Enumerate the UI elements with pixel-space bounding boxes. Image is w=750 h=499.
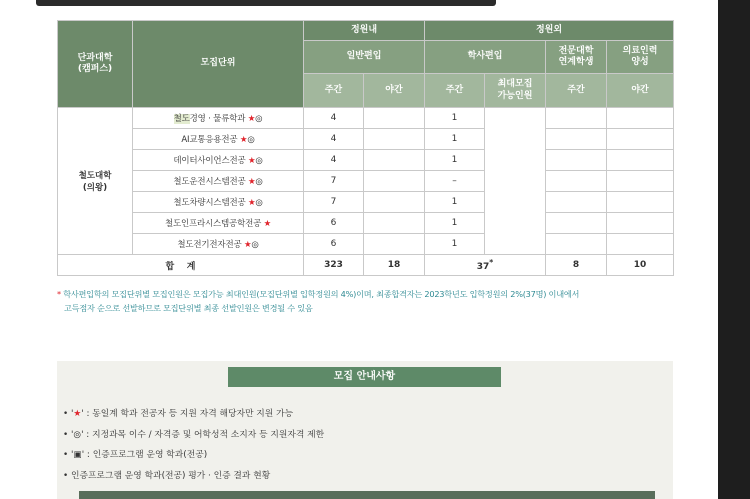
col-university-header: 단과대학 (캠퍼스) <box>58 21 133 108</box>
table-header-bar <box>79 491 655 499</box>
college-day-cell <box>546 234 607 255</box>
unit-name: 철도전기전자전공 ★◎ <box>133 234 304 255</box>
college-day-header: 주간 <box>546 74 607 108</box>
medical-night-cell <box>607 150 674 171</box>
bachelor-day-cell: 1 <box>425 234 485 255</box>
bachelor-day-header: 주간 <box>425 74 485 108</box>
general-night-cell <box>364 234 425 255</box>
general-day-cell: 7 <box>304 192 364 213</box>
top-dark-bar <box>36 0 496 6</box>
circle-mark: ◎ <box>247 135 255 145</box>
list-item: • '◎' : 지정과목 이수 / 자격증 및 어학성적 소지자 등 지원자격 제한 <box>63 429 325 440</box>
medical-night-cell <box>607 213 674 234</box>
college-day-cell <box>546 150 607 171</box>
general-day-cell: 7 <box>304 171 364 192</box>
star-mark: ★ <box>243 240 252 250</box>
general-day-cell: 6 <box>304 213 364 234</box>
college-day-cell <box>546 108 607 129</box>
general-day-cell: 4 <box>304 108 364 129</box>
list-item: • '★' : 동일계 학과 전공자 등 지원 자격 해당자만 지원 가능 <box>63 409 294 419</box>
unit-name: 데이터사이언스전공 ★◎ <box>133 150 304 171</box>
guide-title: 모집 안내사항 <box>228 367 501 387</box>
star-mark: ★ <box>247 177 256 187</box>
circle-mark: ◎ <box>255 198 263 208</box>
unit-name: AI교통응용전공 ★◎ <box>133 129 304 150</box>
table-row <box>58 129 674 150</box>
total-medical-night: 10 <box>607 255 674 276</box>
total-bachelor: 37* <box>425 255 546 276</box>
total-row <box>58 255 674 276</box>
bachelor-transfer-header: 학사편입 <box>425 41 546 74</box>
circle-mark: ◎ <box>255 156 263 166</box>
total-general-night: 18 <box>364 255 425 276</box>
general-day-header: 주간 <box>304 74 364 108</box>
unit-name: 철도인프라시스템공학전공 ★ <box>133 213 304 234</box>
guide-list <box>63 407 324 489</box>
unit-name: 철도차량시스템전공 ★◎ <box>133 192 304 213</box>
medical-night-cell <box>607 171 674 192</box>
recruitment-guide-box <box>57 361 673 499</box>
medical-night-cell <box>607 108 674 129</box>
unit-name: 철도운전시스템전공 ★◎ <box>133 171 304 192</box>
university-cell: 철도대학 (의왕) <box>58 108 133 255</box>
circle-target-icon: ◎ <box>73 429 82 440</box>
college-day-cell <box>546 129 607 150</box>
general-day-cell: 4 <box>304 150 364 171</box>
general-night-cell <box>364 150 425 171</box>
general-transfer-header: 일반편입 <box>304 41 425 74</box>
max-recruit-cell <box>485 108 546 255</box>
general-day-cell: 6 <box>304 234 364 255</box>
college-day-cell <box>546 213 607 234</box>
star-mark: ★ <box>247 114 256 124</box>
general-night-cell <box>364 171 425 192</box>
quota-out-header: 정원외 <box>425 21 674 41</box>
footnote: * 학사편입학의 모집단위별 모집인원은 모집가능 최대인원(모집단위별 입학정원의 4%)이며, 최종합격자는 2023학년도 입학정원의 2%(37명) 이내에서 고득점자 순으로 선발하므로 모집단위별 최종 선발인원은 변경될 수 있음 <box>57 289 580 313</box>
medical-night-cell <box>607 192 674 213</box>
college-graduate-header: 전문대학 연계학생 <box>546 41 607 74</box>
general-night-cell <box>364 129 425 150</box>
table-row <box>58 234 674 255</box>
medical-personnel-header: 의료인력 양성 <box>607 41 674 74</box>
bachelor-day-cell: 1 <box>425 129 485 150</box>
medical-night-cell <box>607 129 674 150</box>
unit-name: 철도경영 · 물류학과 ★◎ <box>133 108 304 129</box>
star-mark: ★ <box>247 198 256 208</box>
table-row <box>58 108 674 129</box>
medical-night-cell <box>607 234 674 255</box>
bachelor-day-cell: – <box>425 171 485 192</box>
general-night-cell <box>364 192 425 213</box>
recruitment-table <box>57 20 674 276</box>
bachelor-day-cell: 1 <box>425 108 485 129</box>
circle-mark: ◎ <box>251 240 259 250</box>
table-row <box>58 213 674 234</box>
star-mark: ★ <box>263 219 272 229</box>
table-row <box>58 150 674 171</box>
college-day-cell <box>546 192 607 213</box>
bachelor-day-cell: 1 <box>425 213 485 234</box>
max-recruit-header: 최대모집 가능인원 <box>485 74 546 108</box>
total-label: 합 계 <box>58 255 304 276</box>
star-mark: ★ <box>239 135 248 145</box>
general-night-cell <box>364 213 425 234</box>
medical-night-header: 야간 <box>607 74 674 108</box>
right-dark-margin <box>718 0 750 499</box>
table-row <box>58 192 674 213</box>
general-night-header: 야간 <box>364 74 425 108</box>
college-day-cell <box>546 171 607 192</box>
total-general-day: 323 <box>304 255 364 276</box>
star-icon: ★ <box>73 409 82 419</box>
total-college-day: 8 <box>546 255 607 276</box>
star-mark: ★ <box>247 156 256 166</box>
bachelor-day-cell: 1 <box>425 150 485 171</box>
bachelor-day-cell: 1 <box>425 192 485 213</box>
list-item: • '▣' : 인증프로그램 운영 학과(전공) <box>63 450 208 460</box>
general-day-cell: 4 <box>304 129 364 150</box>
quota-in-header: 정원내 <box>304 21 425 41</box>
col-unit-header: 모집단위 <box>133 21 304 108</box>
list-item: • 인증프로그램 운영 학과(전공) 평가 · 인증 결과 현황 <box>63 470 271 481</box>
circle-mark: ◎ <box>255 114 263 124</box>
circle-mark: ◎ <box>255 177 263 187</box>
general-night-cell <box>364 108 425 129</box>
table-row <box>58 171 674 192</box>
square-box-icon: ▣ <box>73 450 82 460</box>
